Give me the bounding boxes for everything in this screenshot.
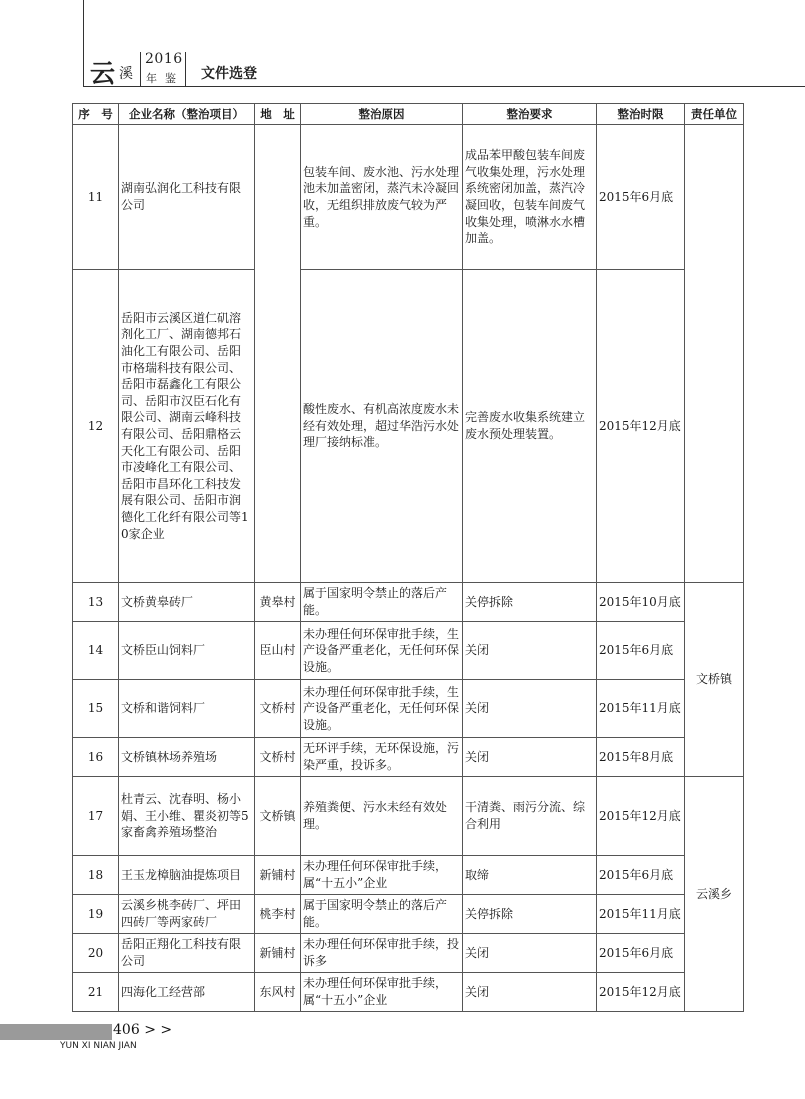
row-no: 15 bbox=[73, 680, 119, 738]
row-requirement: 关闭 bbox=[463, 680, 597, 738]
row-reason: 未办理任何环保审批手续，生产设备严重老化，无任何环保设施。 bbox=[301, 622, 463, 680]
row-name: 文桥臣山饲料厂 bbox=[119, 622, 255, 680]
row-address: 黄皋村 bbox=[255, 583, 301, 622]
page-number-value: 406 bbox=[113, 1022, 140, 1038]
row-requirement: 关闭 bbox=[463, 622, 597, 680]
row-requirement: 关闭 bbox=[463, 973, 597, 1012]
header-vertical-rule bbox=[83, 0, 84, 86]
row-requirement: 干清粪、雨污分流、综合利用 bbox=[463, 777, 597, 856]
row-reason: 未办理任何环保审批手续，属“十五小”企业 bbox=[301, 973, 463, 1012]
row-requirement: 关停拆除 bbox=[463, 583, 597, 622]
row-reason: 无环评手续，无环保设施，污染严重，投诉多。 bbox=[301, 738, 463, 777]
row-reason: 未办理任何环保审批手续，投诉多 bbox=[301, 934, 463, 973]
row-name: 文桥和谐饲料厂 bbox=[119, 680, 255, 738]
table-header-row bbox=[73, 104, 744, 125]
col-header-address: 地 址 bbox=[255, 104, 301, 125]
row-no: 12 bbox=[73, 270, 119, 583]
row-reason: 酸性废水、有机高浓度废水未经有效处理，超过华浩污水处理厂接纳标准。 bbox=[301, 270, 463, 583]
row-no: 20 bbox=[73, 934, 119, 973]
row-no: 19 bbox=[73, 895, 119, 934]
row-requirement: 关闭 bbox=[463, 934, 597, 973]
row-deadline: 2015年11月底 bbox=[597, 895, 685, 934]
row-name: 杜青云、沈春明、杨小娟、王小维、瞿炎初等5家畜禽养殖场整治 bbox=[119, 777, 255, 856]
table-row bbox=[73, 895, 744, 934]
row-unit: 文桥镇 bbox=[685, 583, 744, 777]
row-address: 文桥镇 bbox=[255, 777, 301, 856]
row-address: 文桥村 bbox=[255, 738, 301, 777]
row-deadline: 2015年12月底 bbox=[597, 270, 685, 583]
yearbook-logo-xi: 溪 bbox=[119, 66, 133, 82]
table-row bbox=[73, 934, 744, 973]
row-deadline: 2015年12月底 bbox=[597, 973, 685, 1012]
table-row bbox=[73, 680, 744, 738]
table-row bbox=[73, 270, 744, 583]
row-requirement: 取缔 bbox=[463, 856, 597, 895]
row-deadline: 2015年6月底 bbox=[597, 856, 685, 895]
row-address: 新铺村 bbox=[255, 934, 301, 973]
row-no: 17 bbox=[73, 777, 119, 856]
row-address: 东风村 bbox=[255, 973, 301, 1012]
row-unit: 云溪乡 bbox=[685, 777, 744, 1012]
table-row bbox=[73, 125, 744, 270]
footer-bar bbox=[0, 1024, 112, 1040]
row-reason: 未办理任何环保审批手续，属“十五小”企业 bbox=[301, 856, 463, 895]
col-header-unit: 责任单位 bbox=[685, 104, 744, 125]
row-name: 湖南弘润化工科技有限公司 bbox=[119, 125, 255, 270]
col-header-reason: 整治原因 bbox=[301, 104, 463, 125]
row-address: 桃李村 bbox=[255, 895, 301, 934]
page-arrows: > > bbox=[144, 1022, 173, 1038]
col-header-deadline: 整治时限 bbox=[597, 104, 685, 125]
row-name: 王玉龙樟脑油提炼项目 bbox=[119, 856, 255, 895]
col-header-name: 企业名称（整治项目） bbox=[119, 104, 255, 125]
row-no: 16 bbox=[73, 738, 119, 777]
row-deadline: 2015年11月底 bbox=[597, 680, 685, 738]
row-name: 文桥镇林场养殖场 bbox=[119, 738, 255, 777]
row-no: 18 bbox=[73, 856, 119, 895]
yearbook-year: 2016 bbox=[145, 51, 183, 67]
row-deadline: 2015年6月底 bbox=[597, 622, 685, 680]
row-no: 14 bbox=[73, 622, 119, 680]
row-name: 四海化工经营部 bbox=[119, 973, 255, 1012]
row-address bbox=[255, 125, 301, 270]
col-header-requirement: 整治要求 bbox=[463, 104, 597, 125]
footer-subtitle: YUN XI NIAN JIAN bbox=[60, 1041, 137, 1051]
row-deadline: 2015年6月底 bbox=[597, 934, 685, 973]
table-row bbox=[73, 973, 744, 1012]
row-reason: 属于国家明令禁止的落后产能。 bbox=[301, 583, 463, 622]
table-row bbox=[73, 777, 744, 856]
table-row bbox=[73, 583, 744, 622]
row-deadline: 2015年6月底 bbox=[597, 125, 685, 270]
row-deadline: 2015年10月底 bbox=[597, 583, 685, 622]
row-reason: 未办理任何环保审批手续，生产设备严重老化，无任何环保设施。 bbox=[301, 680, 463, 738]
row-requirement: 成品苯甲酸包装车间废气收集处理，污水处理系统密闭加盖，蒸汽冷凝回收，包装车间废气收集处理，喷淋水水槽加盖。 bbox=[463, 125, 597, 270]
row-no: 13 bbox=[73, 583, 119, 622]
row-address: 臣山村 bbox=[255, 622, 301, 680]
row-address: 文桥村 bbox=[255, 680, 301, 738]
yearbook-label: 年鉴 bbox=[146, 72, 184, 85]
rectification-table bbox=[72, 103, 744, 1012]
row-deadline: 2015年12月底 bbox=[597, 777, 685, 856]
row-reason: 包装车间、废水池、污水处理池未加盖密闭，蒸汽未冷凝回收，无组织排放废气较为严重。 bbox=[301, 125, 463, 270]
row-address bbox=[255, 270, 301, 583]
row-unit bbox=[685, 270, 744, 583]
row-deadline: 2015年8月底 bbox=[597, 738, 685, 777]
header-horizontal-rule bbox=[83, 86, 805, 87]
col-header-no: 序 号 bbox=[73, 104, 119, 125]
row-no: 21 bbox=[73, 973, 119, 1012]
table-row bbox=[73, 738, 744, 777]
row-name: 岳阳市云溪区道仁矶溶剂化工厂、湖南德邦石油化工有限公司、岳阳市格瑞科技有限公司、岳阳市磊鑫化工有限公司、岳阳市汉臣石化有限公司、湖南云峰科技有限公司、岳阳鼎格云天化工有限公司、岳阳市凌峰化工有限公司、岳阳市昌环化工科技发展有限公司、岳阳市润德化工化纤有限公司等10家企业 bbox=[119, 270, 255, 583]
row-unit bbox=[685, 125, 744, 270]
row-name: 文桥黄皋砖厂 bbox=[119, 583, 255, 622]
table-row bbox=[73, 856, 744, 895]
yearbook-logo-yun: 云 bbox=[90, 59, 116, 88]
row-reason: 属于国家明令禁止的落后产能。 bbox=[301, 895, 463, 934]
row-requirement: 关停拆除 bbox=[463, 895, 597, 934]
row-no: 11 bbox=[73, 125, 119, 270]
row-reason: 养殖粪便、污水未经有效处理。 bbox=[301, 777, 463, 856]
row-requirement: 关闭 bbox=[463, 738, 597, 777]
table-row bbox=[73, 622, 744, 680]
section-title: 文件选登 bbox=[201, 66, 257, 82]
row-address: 新铺村 bbox=[255, 856, 301, 895]
page-number bbox=[113, 1022, 172, 1038]
row-name: 云溪乡桃李砖厂、坪田四砖厂等两家砖厂 bbox=[119, 895, 255, 934]
row-requirement: 完善废水收集系统建立废水预处理装置。 bbox=[463, 270, 597, 583]
row-name: 岳阳正翔化工科技有限公司 bbox=[119, 934, 255, 973]
